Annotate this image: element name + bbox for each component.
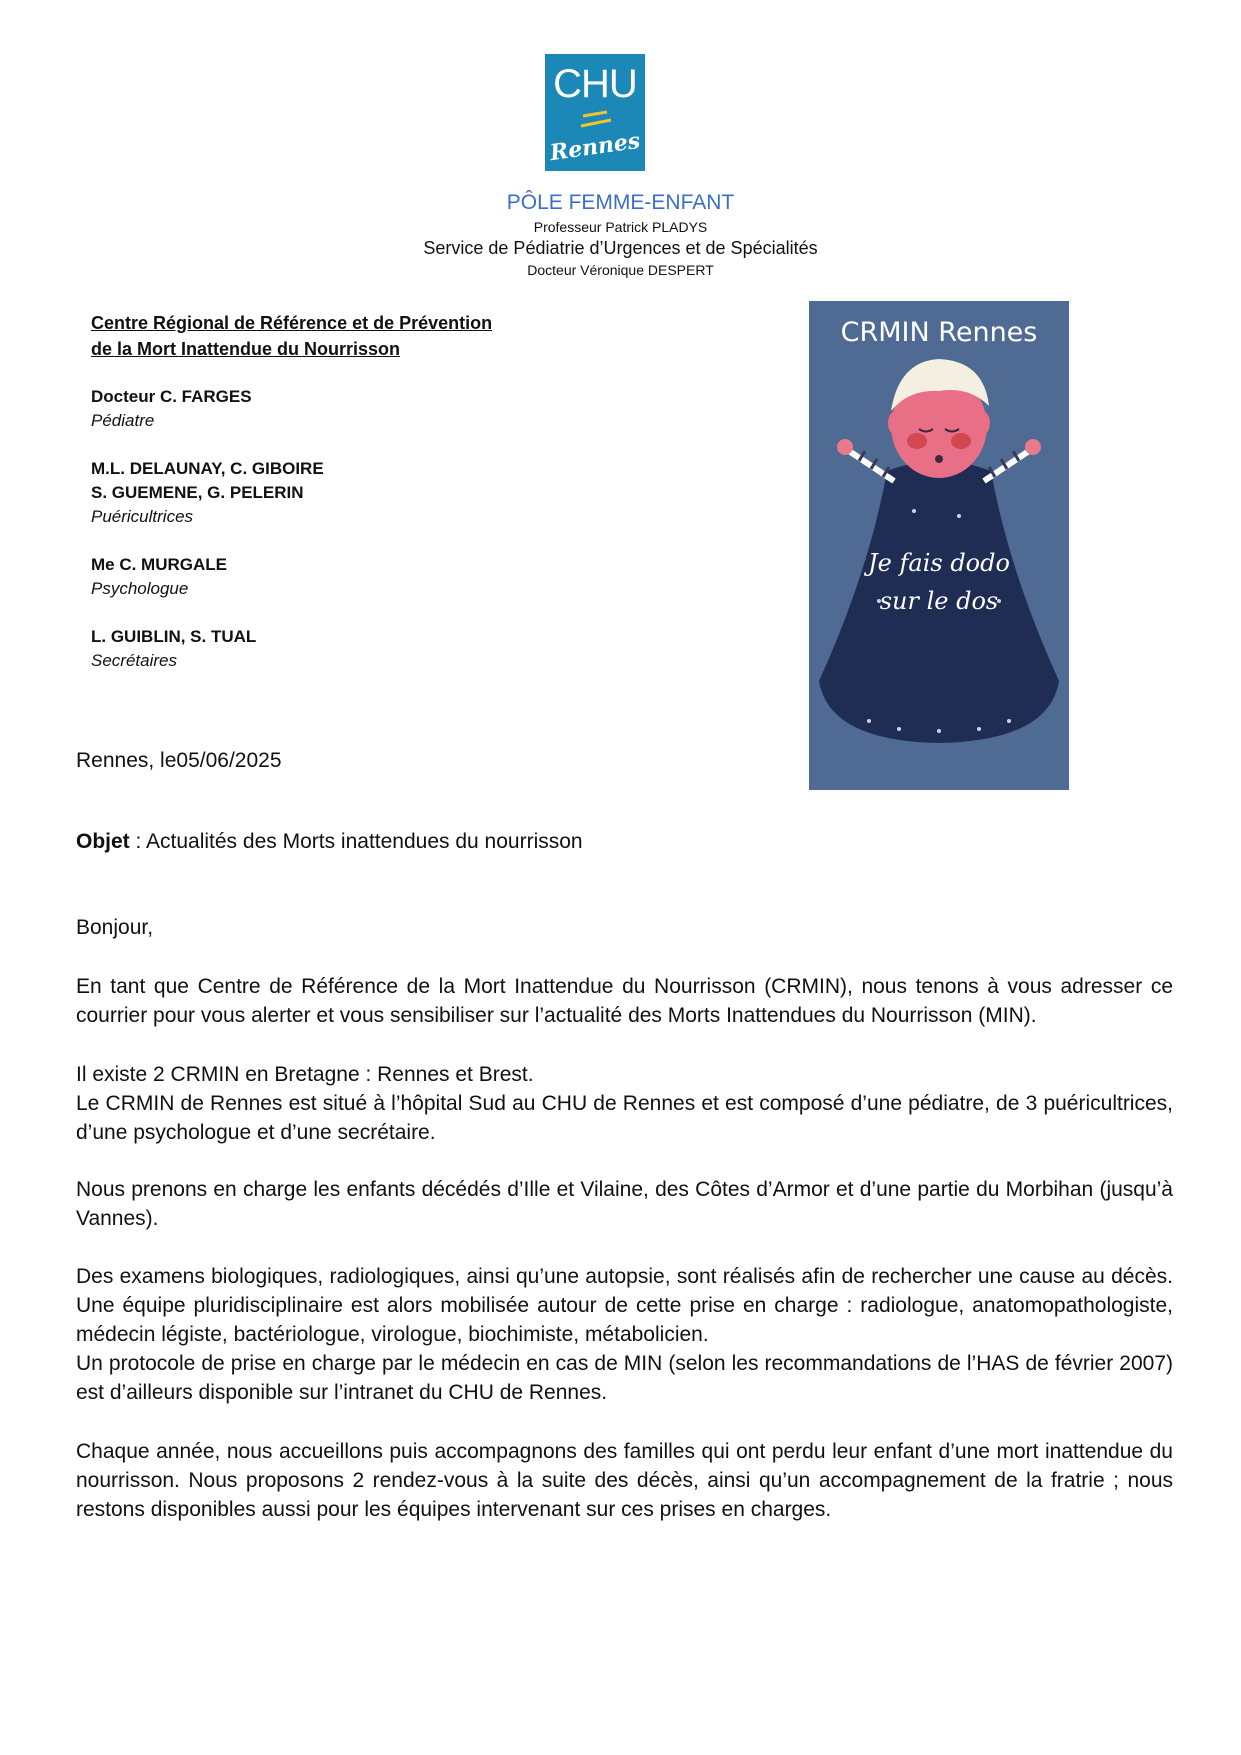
paragraph-3 <box>76 1175 1173 1233</box>
poster-caption-line2: sur le dos <box>879 587 999 615</box>
staff-group-psychologue <box>91 553 227 601</box>
doctor-line: Docteur Véronique DESPERT <box>527 262 714 278</box>
staff-role: Puéricultrices <box>91 507 194 526</box>
staff-name: Docteur C. FARGES <box>91 387 252 406</box>
paragraph-1 <box>76 972 1173 1030</box>
paragraph-5 <box>76 1437 1173 1524</box>
staff-group-pediatre <box>91 385 252 433</box>
pole-title: PÔLE FEMME-ENFANT <box>506 191 735 214</box>
service-line: Service de Pédiatrie d’Urgences et de Spécialités <box>423 238 818 258</box>
paragraph-text: Un protocole de prise en charge par le médecin en cas de MIN (selon les recommandations de l’HAS de février 2007) est d’ailleurs disponible sur l’intranet du CHU de Rennes. <box>76 1352 1173 1404</box>
paragraph-text: Il existe 2 CRMIN en Bretagne : Rennes et Brest. <box>76 1063 534 1086</box>
paragraph-4 <box>76 1262 1173 1407</box>
greeting <box>76 913 1173 942</box>
paragraph-text: Nous prenons en charge les enfants décédés d’Ille et Vilaine, des Côtes d’Armor et d’une partie du Morbihan (jusqu’à Vannes). <box>76 1178 1173 1230</box>
paragraph-2 <box>76 1060 1173 1147</box>
greeting-text: Bonjour, <box>76 916 154 939</box>
poster-title: CRMIN Rennes <box>840 317 1038 348</box>
logo-text-rennes: Rennes <box>548 127 642 167</box>
subject-label: Objet <box>76 830 130 853</box>
sleeping-baby-illustration <box>809 301 1069 790</box>
staff-name: Me C. MURGALE <box>91 555 227 574</box>
staff-name: L. GUIBLIN, S. TUAL <box>91 627 257 646</box>
subject-text: : Actualités des Morts inattendues du nourrisson <box>129 830 583 853</box>
poster-caption-line1: Je fais dodo <box>868 549 1010 577</box>
paragraph-text: Des examens biologiques, radiologiques, ainsi qu’une autopsie, sont réalisés afin de rechercher une cause au décès. Une équipe pluridisciplinaire est alors mobilisée autour de cette prise en charge : radiologue, anatomopathologiste, médecin légiste, bactériologue, virologue, biochimiste, métabolicien. <box>76 1265 1173 1346</box>
staff-name: M.L. DELAUNAY, C. GIBOIRE <box>91 459 324 478</box>
letter-date: Rennes, le05/06/2025 <box>76 749 282 772</box>
staff-role: Psychologue <box>91 579 189 598</box>
crmin-poster <box>809 301 1069 790</box>
center-title <box>91 310 492 362</box>
staff-group-secretaires <box>91 625 256 673</box>
staff-name: S. GUEMENE, G. PELERIN <box>91 483 304 502</box>
staff-role: Pédiatre <box>91 411 155 430</box>
professor-line: Professeur Patrick PLADYS <box>533 219 708 235</box>
letter-subject <box>76 830 583 854</box>
center-title-line1: Centre Régional de Référence et de Prévention <box>91 313 493 333</box>
staff-role: Secrétaires <box>91 651 177 670</box>
staff-group-puericultrices <box>91 457 324 529</box>
paragraph-text: En tant que Centre de Référence de la Mort Inattendue du Nourrisson (CRMIN), nous tenons à vous adresser ce courrier pour vous alerter et vous sensibiliser sur l’actualité des Morts Inattendues du Nourrisson (MIN). <box>76 975 1173 1027</box>
logo-text-chu: CHU <box>553 62 637 106</box>
center-title-line2: de la Mort Inattendue du Nourrisson <box>91 339 401 359</box>
paragraph-text: Chaque année, nous accueillons puis accompagnons des familles qui ont perdu leur enfant d’une mort inattendue du nourrisson. Nous proposons 2 rendez-vous à la suite des décès, ainsi qu’un accompagnement de la fratrie ; nous restons disponibles aussi pour les équipes intervenant sur ces prises en charges. <box>76 1440 1173 1521</box>
paragraph-text: Le CRMIN de Rennes est situé à l’hôpital Sud au CHU de Rennes et est composé d’une pédiatre, de 3 puéricultrices, d’une psychologue et d’une secrétaire. <box>76 1092 1173 1144</box>
chu-rennes-logo <box>545 54 645 171</box>
